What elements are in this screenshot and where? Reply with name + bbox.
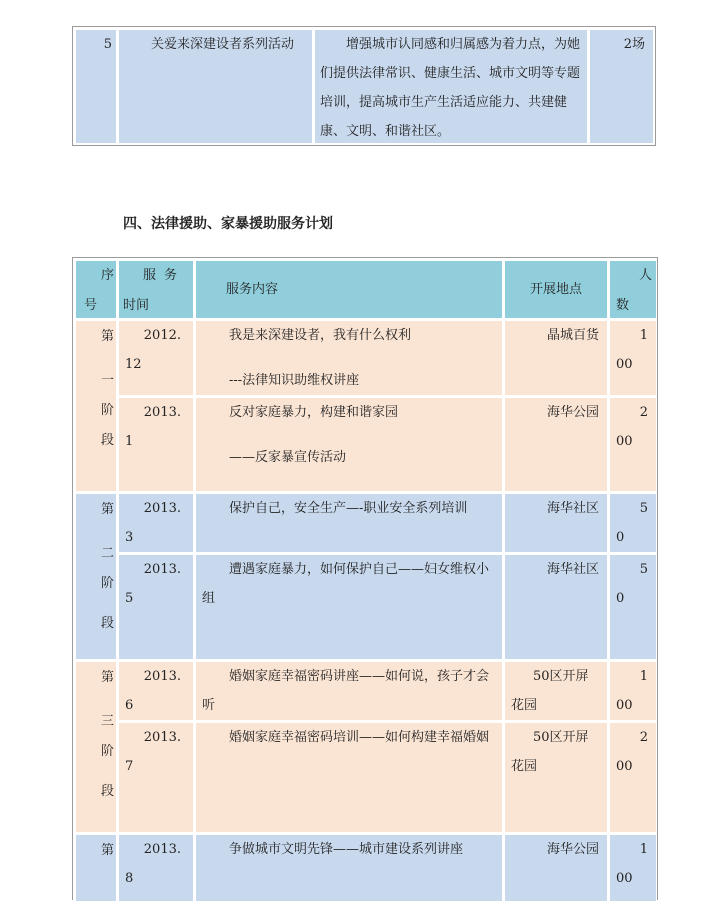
- top-row-name-cell: [119, 30, 312, 143]
- stage-2-label-char-3: 阶: [100, 576, 114, 591]
- stage-2-label-char-2: 二: [100, 546, 114, 561]
- top-row-count: 2场: [623, 37, 645, 52]
- top-row-count-cell: [590, 30, 653, 143]
- row-time-year: 2012.: [143, 328, 181, 343]
- service-plan-table: [72, 257, 658, 900]
- row-people-cell: [610, 723, 656, 832]
- stage-2-label-cell: [76, 494, 116, 659]
- top-row-content-cell: [315, 30, 587, 143]
- row-content: 婚姻家庭幸福密码讲座——如何说，孩子才会听: [202, 669, 490, 713]
- header-place: 开展地点: [529, 282, 582, 297]
- row-place: 50区开屏花园: [511, 669, 589, 713]
- header-place-cell: [505, 261, 607, 318]
- row-time-cell: [119, 835, 193, 901]
- top-row-number-cell: [76, 30, 116, 143]
- stage-4-label-cell: [76, 835, 116, 901]
- row-people-bottom: 00: [616, 434, 633, 449]
- stage-3-label-cell: [76, 662, 116, 832]
- stage-3-label-char-4: 段: [100, 784, 114, 799]
- stage-1-label-char-3: 阶: [100, 403, 114, 418]
- stage-1-label-char-4: 段: [100, 433, 114, 448]
- row-people-bottom: 0: [616, 591, 625, 606]
- row-people-top: 5: [639, 501, 648, 516]
- row-people-bottom: 00: [616, 698, 633, 713]
- header-no-cell: [76, 261, 116, 318]
- row-content-cell: [196, 835, 502, 901]
- row-place-cell: [505, 398, 607, 491]
- row-content-sub: ---法律知识助维权讲座: [229, 373, 360, 388]
- row-time-month: 8: [125, 871, 134, 886]
- row-content: 我是来深建设者，我有什么权利: [229, 328, 412, 343]
- row-people-top: 5: [639, 562, 648, 577]
- header-time-bottom: 时间: [123, 298, 150, 313]
- header-people-cell: [610, 261, 656, 318]
- row-content: 反对家庭暴力，构建和谐家园: [229, 405, 399, 420]
- row-place: 海华社区: [546, 501, 599, 516]
- header-time-cell: [119, 261, 193, 318]
- row-people-cell: [610, 835, 656, 901]
- row-place-cell: [505, 494, 607, 552]
- row-time-month: 6: [125, 698, 134, 713]
- row-place-cell: [505, 835, 607, 901]
- row-time-cell: [119, 723, 193, 832]
- row-people-top: 1: [639, 669, 648, 684]
- header-content-cell: [196, 261, 502, 318]
- row-content: 婚姻家庭幸福密码培训——如何构建幸福婚姻: [229, 730, 490, 745]
- row-place: 海华社区: [546, 562, 599, 577]
- row-time-year: 2013.: [143, 501, 181, 516]
- stage-1-label-char-1: 第: [100, 329, 114, 344]
- row-place: 晶城百货: [546, 328, 599, 343]
- row-people-bottom: 00: [616, 871, 633, 886]
- row-content: 争做城市文明先锋——城市建设系列讲座: [229, 842, 464, 857]
- row-time-month: 5: [125, 591, 134, 606]
- top-row-name: 关爱来深建设者系列活动: [151, 37, 295, 52]
- row-time-cell: [119, 662, 193, 720]
- row-people-cell: [610, 662, 656, 720]
- header-people-top: 人: [638, 268, 652, 283]
- row-content-cell: [196, 723, 502, 832]
- row-place-cell: [505, 662, 607, 720]
- row-time-month: 12: [125, 357, 142, 372]
- row-content-cell: [196, 662, 502, 720]
- row-place-cell: [505, 555, 607, 659]
- row-content-cell: [196, 555, 502, 659]
- row-people-cell: [610, 555, 656, 659]
- top-row-number: 5: [103, 37, 112, 52]
- row-place-cell: [505, 723, 607, 832]
- row-time-cell: [119, 494, 193, 552]
- stage-2-label-char-4: 段: [100, 616, 114, 631]
- header-no-bottom: 号: [84, 298, 98, 313]
- row-time-cell: [119, 398, 193, 491]
- row-people-cell: [610, 321, 656, 395]
- row-place-cell: [505, 321, 607, 395]
- row-content: 遭遇家庭暴力，如何保护自己——妇女维权小组: [202, 562, 490, 606]
- stage-4-label-char-1: 第: [100, 843, 114, 858]
- row-content-sub: ——反家暴宣传活动: [229, 450, 347, 465]
- row-content-cell: [196, 398, 502, 491]
- row-people-bottom: 00: [616, 357, 633, 372]
- row-place: 海华公园: [546, 842, 599, 857]
- stage-3-label-char-3: 阶: [100, 744, 114, 759]
- row-people-top: 1: [639, 842, 648, 857]
- row-time-year: 2013.: [143, 669, 181, 684]
- row-content-cell: [196, 321, 502, 395]
- stage-3-label-char-1: 第: [100, 670, 114, 685]
- stage-2-label-char-1: 第: [100, 502, 114, 517]
- row-place: 50区开屏花园: [511, 730, 589, 774]
- row-people-top: 2: [639, 730, 648, 745]
- top-table: [72, 26, 656, 146]
- row-time-year: 2013.: [143, 730, 181, 745]
- stage-1-label-cell: [76, 321, 116, 491]
- header-people-bottom: 数: [616, 298, 630, 313]
- stage-3-label-char-2: 三: [100, 714, 114, 729]
- row-place: 海华公园: [546, 405, 599, 420]
- stage-1-label-char-2: 一: [100, 373, 114, 388]
- row-content-cell: [196, 494, 502, 552]
- row-time-year: 2013.: [143, 405, 181, 420]
- row-people-top: 2: [639, 405, 648, 420]
- row-time-month: 3: [125, 530, 134, 545]
- row-content: 保护自己，安全生产—-职业安全系列培训: [229, 501, 468, 516]
- top-row-content: 增强城市认同感和归属感为着力点，为她们提供法律常识、健康生活、城市文明等专题培训，提高城市生产生活适应能力、共建健康、文明、和谐社区。: [320, 37, 581, 139]
- row-time-month: 7: [125, 759, 134, 774]
- header-no-top: 序: [100, 268, 114, 283]
- header-time-top: 服务: [142, 268, 185, 283]
- row-time-year: 2013.: [143, 562, 181, 577]
- section-title: 四、法律援助、家暴援助服务计划: [123, 216, 333, 232]
- row-time-year: 2013.: [143, 842, 181, 857]
- row-time-cell: [119, 321, 193, 395]
- row-people-cell: [610, 494, 656, 552]
- header-content: 服务内容: [226, 282, 279, 297]
- row-people-cell: [610, 398, 656, 491]
- row-people-top: 1: [639, 328, 648, 343]
- row-time-month: 1: [125, 434, 134, 449]
- row-time-cell: [119, 555, 193, 659]
- row-people-bottom: 00: [616, 759, 633, 774]
- row-people-bottom: 0: [616, 530, 625, 545]
